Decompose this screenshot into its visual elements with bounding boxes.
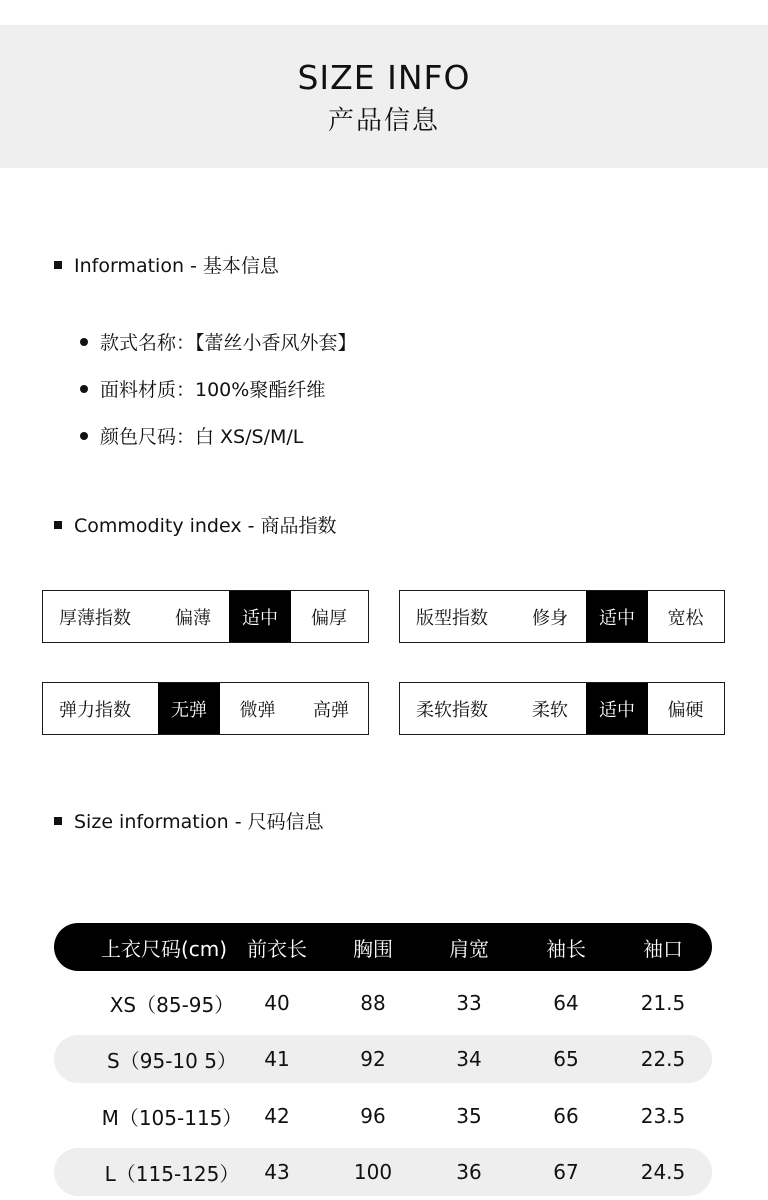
section-heading-label: Information - 基本信息 <box>74 255 279 277</box>
column-header-size: 上衣尺码(cm) <box>100 936 228 961</box>
table-cell: 41 <box>264 1047 290 1071</box>
info-item-text: 面料材质：100%聚酯纤维 <box>100 379 326 401</box>
table-cell: 100 <box>353 1160 393 1184</box>
table-cell: 64 <box>553 991 579 1015</box>
index-label: 弹力指数 <box>59 699 131 721</box>
index-softness <box>399 682 725 735</box>
table-row <box>54 1092 712 1140</box>
section-heading-label: Commodity index - 商品指数 <box>74 515 337 537</box>
section-heading-commodity <box>54 511 337 538</box>
table-cell: 66 <box>553 1104 579 1128</box>
info-item-style <box>80 318 357 365</box>
info-item-text: 颜色尺码：白 XS/S/M/L <box>100 426 304 448</box>
page-title: SIZE INFO <box>297 58 471 97</box>
index-label: 柔软指数 <box>416 699 488 721</box>
page-subtitle: 产品信息 <box>327 106 440 136</box>
index-option: 柔软 <box>532 699 568 721</box>
table-row <box>54 979 712 1027</box>
table-cell: 35 <box>456 1104 482 1128</box>
info-list <box>80 318 357 459</box>
column-header-length: 前衣长 <box>247 936 307 961</box>
column-header-sleeve: 袖长 <box>546 936 586 961</box>
index-option: 宽松 <box>667 607 704 629</box>
table-cell: 22.5 <box>640 1047 686 1071</box>
index-thickness <box>42 590 369 643</box>
table-cell: 21.5 <box>640 991 686 1015</box>
table-cell: 24.5 <box>640 1160 686 1184</box>
index-option: 微弹 <box>239 699 276 721</box>
table-cell: 88 <box>360 991 386 1015</box>
size-table-header <box>54 923 712 971</box>
info-item-text: 款式名称：【蕾丝小香风外套】 <box>100 332 357 354</box>
table-row <box>54 1035 712 1083</box>
index-option-selected: 适中 <box>229 591 291 642</box>
square-bullet-icon <box>54 261 62 269</box>
index-option: 高弹 <box>313 699 349 721</box>
index-option: 修身 <box>532 607 568 629</box>
column-header-shoulder: 肩宽 <box>449 936 489 961</box>
index-option-selected: 无弹 <box>158 683 220 734</box>
index-fit <box>399 590 725 643</box>
index-label: 厚薄指数 <box>59 607 131 629</box>
section-heading-label: Size information - 尺码信息 <box>74 811 324 833</box>
dot-bullet-icon <box>80 432 88 440</box>
dot-bullet-icon <box>80 385 88 393</box>
table-cell: 65 <box>553 1047 579 1071</box>
index-label: 版型指数 <box>416 607 488 629</box>
table-cell: 92 <box>360 1047 386 1071</box>
index-option: 偏硬 <box>667 699 704 721</box>
table-cell: 40 <box>264 991 290 1015</box>
square-bullet-icon <box>54 521 62 529</box>
index-option: 偏薄 <box>175 607 211 629</box>
index-option-selected: 适中 <box>586 591 648 642</box>
size-cell: S（95-10 5） <box>107 1048 237 1073</box>
table-cell: 96 <box>360 1104 386 1128</box>
square-bullet-icon <box>54 817 62 825</box>
section-heading-information <box>54 251 279 278</box>
table-cell: 33 <box>456 991 482 1015</box>
size-cell: L（115-125） <box>104 1161 240 1186</box>
size-cell: XS（85-95） <box>109 992 235 1017</box>
index-option-selected: 适中 <box>586 683 648 734</box>
table-cell: 23.5 <box>640 1104 686 1128</box>
table-cell: 36 <box>456 1160 482 1184</box>
section-heading-size <box>54 807 324 834</box>
index-option: 偏厚 <box>311 607 347 629</box>
dot-bullet-icon <box>80 338 88 346</box>
column-header-cuff: 袖口 <box>643 936 683 961</box>
info-item-color-size <box>80 412 357 459</box>
table-row <box>54 1148 712 1196</box>
table-cell: 34 <box>456 1047 482 1071</box>
size-cell: M（105-115） <box>101 1105 243 1130</box>
info-item-material <box>80 365 357 412</box>
index-elasticity <box>42 682 369 735</box>
table-cell: 43 <box>264 1160 290 1184</box>
table-cell: 67 <box>553 1160 579 1184</box>
column-header-bust: 胸围 <box>353 936 393 961</box>
table-cell: 42 <box>264 1104 290 1128</box>
